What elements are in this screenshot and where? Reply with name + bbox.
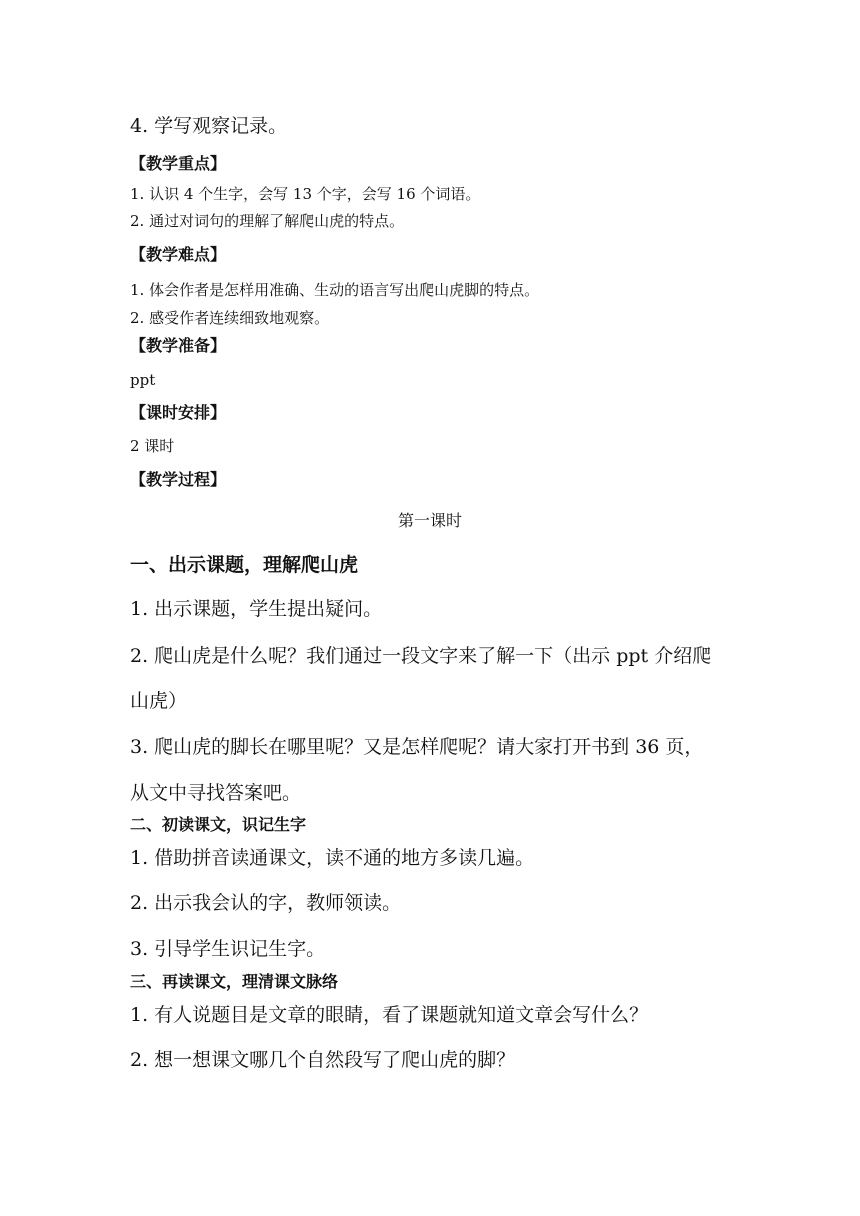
section-3-title: 三、再读课文，理清课文脉络 [130, 972, 339, 991]
section-2-title: 二、初读课文，识记生字 [130, 815, 307, 834]
process-heading: 【教学过程】 [130, 470, 227, 489]
lesson-title: 第一课时 [397, 511, 462, 530]
key-point-item: 1. 认识 4 个生字，会写 13 个字，会写 16 个词语。 [130, 185, 481, 203]
preparation-heading: 【教学准备】 [130, 336, 227, 355]
section-1-item: 从文中寻找答案吧。 [130, 782, 302, 804]
schedule-heading: 【课时安排】 [130, 403, 227, 422]
section-1-item: 3. 爬山虎的脚长在哪里呢？又是怎样爬呢？请大家打开书到 36 页， [130, 736, 704, 758]
key-point-item: 2. 通过对词句的理解了解爬山虎的特点。 [130, 212, 405, 230]
objective-4: 4. 学写观察记录。 [130, 115, 288, 137]
section-1-item: 2. 爬山虎是什么呢？我们通过一段文字来了解一下（出示 ppt 介绍爬 [130, 645, 712, 667]
section-1-title: 一、出示课题，理解爬山虎 [130, 554, 359, 576]
difficulty-item: 1. 体会作者是怎样用准确、生动的语言写出爬山虎脚的特点。 [130, 281, 540, 299]
preparation-content: ppt [130, 371, 156, 389]
key-points-heading: 【教学重点】 [130, 154, 227, 173]
schedule-content: 2 课时 [130, 437, 175, 455]
difficulties-heading: 【教学难点】 [130, 245, 227, 264]
section-3-item: 2. 想一想课文哪几个自然段写了爬山虎的脚？ [130, 1049, 516, 1071]
section-2-item: 1. 借助拼音读通课文，读不通的地方多读几遍。 [130, 847, 535, 869]
section-2-item: 3. 引导学生识记生字。 [130, 938, 326, 960]
section-3-item: 1. 有人说题目是文章的眼睛，看了课题就知道文章会写什么？ [130, 1004, 649, 1026]
difficulty-item: 2. 感受作者连续细致地观察。 [130, 309, 330, 327]
section-1-item: 1. 出示课题，学生提出疑问。 [130, 598, 383, 620]
section-1-item: 山虎） [130, 690, 188, 712]
section-2-item: 2. 出示我会认的字，教师领读。 [130, 892, 402, 914]
